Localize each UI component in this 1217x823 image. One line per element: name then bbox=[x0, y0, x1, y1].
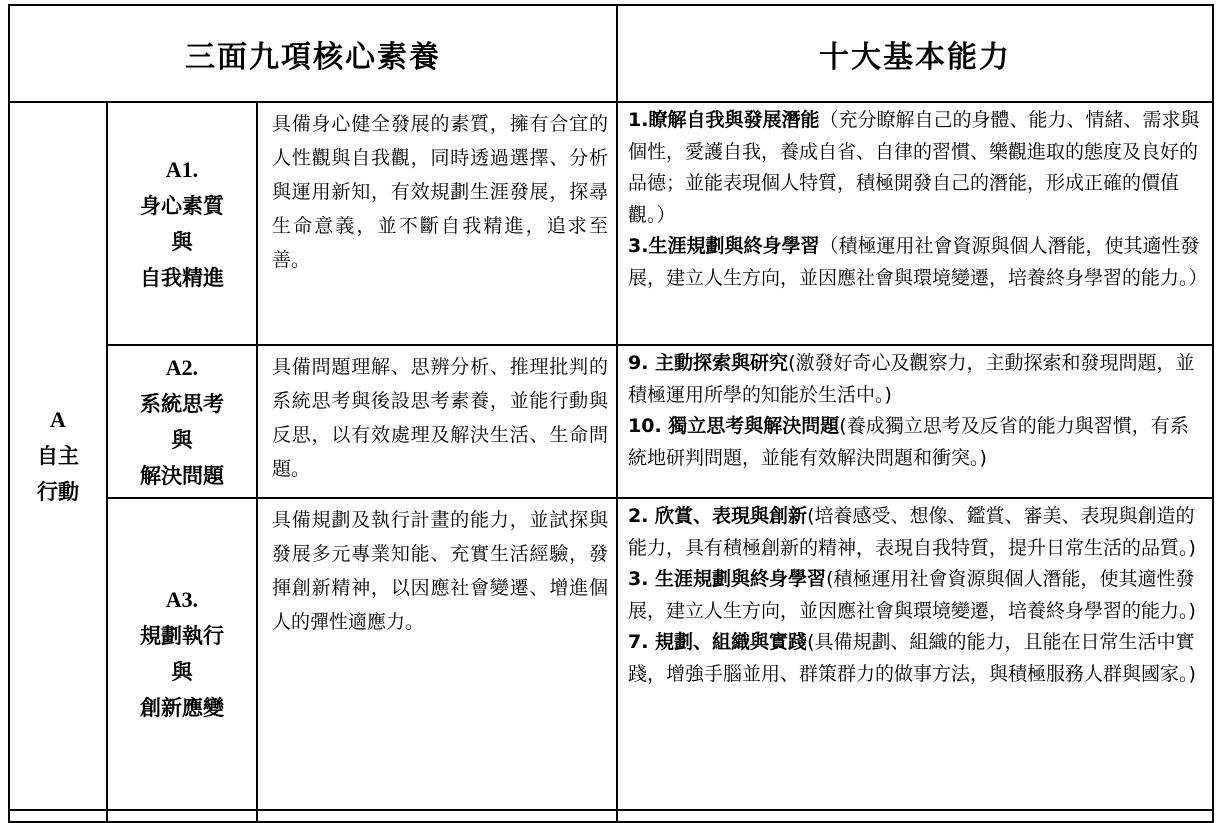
table-row bbox=[9, 102, 1213, 345]
ability-title: 3.生涯規劃與終身學習 bbox=[628, 235, 820, 257]
ability-title: 2. 欣賞、表現與創新 bbox=[628, 505, 808, 527]
ability-title: 3. 生涯規劃與終身學習 bbox=[628, 568, 827, 590]
item-name-line3: 解決問題 bbox=[140, 462, 224, 488]
item-description: 具備問題理解、思辨分析、推理批判的系統思考與後設思考素養，並能行動與反思，以有效處理及解決生活、生命問題。 bbox=[257, 345, 617, 498]
table-row bbox=[9, 498, 1213, 810]
ability-cell bbox=[617, 102, 1213, 345]
ability-text: (養成獨立思考及反省的能力與習慣，有系統地研判問題，並能有效解決問題和衝突。) bbox=[628, 415, 1189, 469]
header-core-competencies: 三面九項核心素養 bbox=[9, 5, 617, 102]
ability-text: （積極運用社會資源與個人潛能，使其適性發展，建立人生方向，並因應社會與環境變遷，培養終身學習的能力。） bbox=[628, 235, 1208, 289]
ability-entry bbox=[628, 105, 1204, 231]
ability-text: （充分瞭解自己的身體、能力、情緒、需求與個性，愛護自我，養成自省、自律的習慣、樂觀進取的態度及良好的品德；並能表現個人特質，積極開發自己的潛能，形成正確的價值觀。） bbox=[628, 109, 1200, 226]
ability-title: 9. 主動探索與研究 bbox=[628, 352, 789, 374]
item-name-line1: 規劃執行 bbox=[140, 623, 224, 648]
table-row bbox=[9, 345, 1213, 498]
item-name-cell bbox=[107, 102, 257, 345]
ability-text: (具備規劃、組織的能力，且能在日常生活中實踐，增強手腦並用、群策群力的做事方法，與積極服務人群與國家。) bbox=[628, 631, 1196, 685]
ability-entry bbox=[628, 348, 1204, 411]
item-name-cell bbox=[107, 345, 257, 498]
item-name-cell bbox=[107, 498, 257, 810]
ability-entry bbox=[628, 564, 1204, 627]
category-cell bbox=[9, 102, 107, 810]
item-name-line1: 身心素質 bbox=[140, 192, 224, 218]
ability-title: 1.瞭解自我與發展潛能 bbox=[628, 109, 820, 131]
ability-title: 7. 規劃、組織與實踐 bbox=[628, 631, 808, 653]
item-code: A2. bbox=[165, 354, 199, 380]
table-row-cutoff bbox=[9, 810, 1213, 822]
ability-text: (培養感受、想像、鑑賞、審美、表現與創造的能力，具有積極創新的精神，表現自我特質，提升日常生活的品質。) bbox=[628, 505, 1196, 559]
ability-text: (積極運用社會資源與個人潛能，使其適性發展，建立人生方向，並因應社會與環境變遷，培養終身學習的能力。) bbox=[628, 568, 1196, 622]
category-name-line1: 自主 bbox=[37, 443, 79, 468]
category-code: A bbox=[50, 407, 66, 432]
competency-table bbox=[8, 4, 1214, 823]
item-description: 具備身心健全發展的素質，擁有合宜的人性觀與自我觀，同時透過選擇、分析與運用新知，有效規劃生涯發展，探尋生命意義，並不斷自我精進，追求至善。 bbox=[257, 102, 617, 345]
ability-entry bbox=[628, 627, 1204, 690]
header-basic-abilities: 十大基本能力 bbox=[617, 5, 1213, 102]
item-name-line3: 創新應變 bbox=[140, 695, 224, 720]
item-name-line2: 與 bbox=[171, 426, 193, 452]
item-name-line1: 系統思考 bbox=[140, 390, 224, 416]
ability-entry bbox=[628, 501, 1204, 564]
item-code: A3. bbox=[165, 587, 199, 612]
item-name-line3: 自我精進 bbox=[140, 264, 224, 290]
category-name-line2: 行動 bbox=[37, 479, 79, 504]
ability-entry bbox=[628, 231, 1208, 294]
ability-title: 10. 獨立思考與解決問題 bbox=[628, 415, 840, 437]
header-row bbox=[9, 5, 1213, 102]
ability-cell bbox=[617, 498, 1213, 810]
ability-text: (激發好奇心及觀察力，主動探索和發現問題，並積極運用所學的知能於生活中。) bbox=[628, 352, 1195, 406]
item-name-line2: 與 bbox=[171, 659, 193, 684]
ability-entry bbox=[628, 411, 1204, 474]
item-description: 具備規劃及執行計畫的能力，並試探與發展多元專業知能、充實生活經驗，發揮創新精神，以因應社會變遷、增進個人的彈性適應力。 bbox=[257, 498, 617, 810]
item-name-line2: 與 bbox=[171, 228, 193, 254]
ability-cell bbox=[617, 345, 1213, 498]
item-code: A1. bbox=[165, 156, 199, 182]
